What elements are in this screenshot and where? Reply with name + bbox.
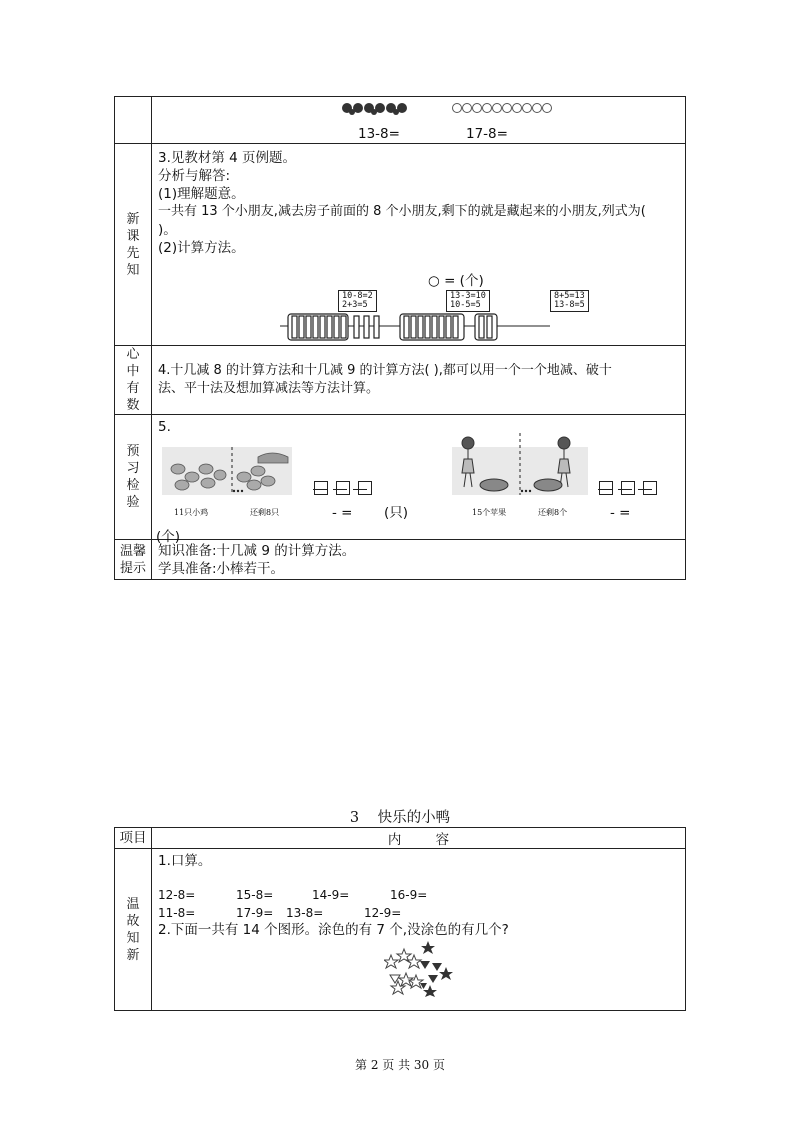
text-line: 法、平十法及想加算减法等方法计算。	[158, 381, 380, 396]
tips-content	[152, 540, 686, 580]
answer-squares-chicks	[310, 481, 376, 500]
text-line: 知识准备:十几减 9 的计算方法。	[158, 542, 356, 559]
row-label-preview-check: 预 习 检 验	[115, 415, 152, 540]
counting-dots-figure	[342, 101, 562, 117]
oral-calc: 15-8=	[236, 888, 274, 902]
row-label-empty	[115, 97, 152, 144]
row-label-new-lesson: 新 课 先 知	[115, 144, 152, 346]
header-content: 内 容	[152, 828, 686, 849]
header-item: 项目	[115, 828, 152, 849]
row-label-keep-in-mind: 心 中 有 数	[115, 346, 152, 415]
text-line: )。	[158, 222, 177, 238]
oral-calc: 17-9=	[236, 906, 274, 920]
chicks-picture	[162, 447, 292, 495]
preview-check-content	[152, 415, 686, 545]
oral-calc: 11-8=	[158, 906, 196, 920]
text-line: 分析与解答:	[158, 168, 231, 184]
answer-squares-apples	[595, 481, 661, 500]
oral-calc: 13-8=	[286, 906, 324, 920]
page-footer: 第 2 页 共 30 页	[355, 1058, 445, 1072]
question-number: 5.	[158, 419, 171, 435]
lesson-table-2	[114, 827, 686, 1011]
picture-subtraction-row	[152, 97, 686, 144]
text-line: 3.见教材第 4 页例题。	[158, 150, 297, 166]
expression-17-8: 17-8=	[466, 126, 508, 142]
text-line: (1)理解题意。	[158, 186, 245, 202]
row-label-review: 温 故 知 新	[115, 849, 152, 1011]
new-lesson-content	[152, 144, 686, 346]
row-label-tips: 温馨 提示	[115, 540, 152, 580]
unit-zhi: (只)	[384, 505, 409, 521]
caption-chicks-left: 还剩8只	[250, 508, 280, 517]
equation-apples: - =	[610, 505, 631, 521]
text-line: 4.十几减 8 的计算方法和十几减 9 的计算方法( ),都可以用一个一个地减、破十	[158, 363, 612, 378]
caption-apples-total: 15个苹果	[472, 508, 507, 517]
apples-picture	[452, 433, 588, 495]
text-line: 学具准备:小棒若干。	[158, 560, 285, 577]
caption-chicks-total: 11只小鸡	[174, 508, 209, 517]
shapes-figure	[384, 941, 456, 997]
unit-ge: (个)	[156, 529, 181, 545]
lesson-table-1	[114, 96, 686, 580]
oral-calc: 12-8=	[158, 888, 196, 902]
text-line: (2)计算方法。	[158, 240, 245, 256]
section-title: 3 快乐的小鸭	[349, 810, 451, 826]
method-card-2: 13-3=10 10-5=5	[446, 290, 490, 312]
counting-sticks-figure	[280, 312, 550, 342]
oral-calc: 14-9=	[312, 888, 350, 902]
expression-13-8: 13-8=	[358, 126, 400, 142]
caption-apples-left: 还剩8个	[538, 508, 568, 517]
oral-calc: 16-9=	[390, 888, 428, 902]
method-card-1: 10-8=2 2+3=5	[338, 290, 377, 312]
formula-blank: ○ = (个)	[428, 273, 484, 289]
text-line: 一共有 13 个小朋友,减去房子前面的 8 个小朋友,剩下的就是藏起来的小朋友,列式为(	[158, 204, 646, 219]
review-content	[152, 849, 686, 1011]
text-line: 1.口算。	[158, 853, 212, 869]
text-line: 2.下面一共有 14 个图形。涂色的有 7 个,没涂色的有几个?	[158, 922, 509, 938]
equation-chicks: - =	[332, 505, 353, 521]
keep-in-mind-content	[152, 346, 686, 415]
oral-calc: 12-9=	[364, 906, 402, 920]
method-card-3: 8+5=13 13-8=5	[550, 290, 589, 312]
